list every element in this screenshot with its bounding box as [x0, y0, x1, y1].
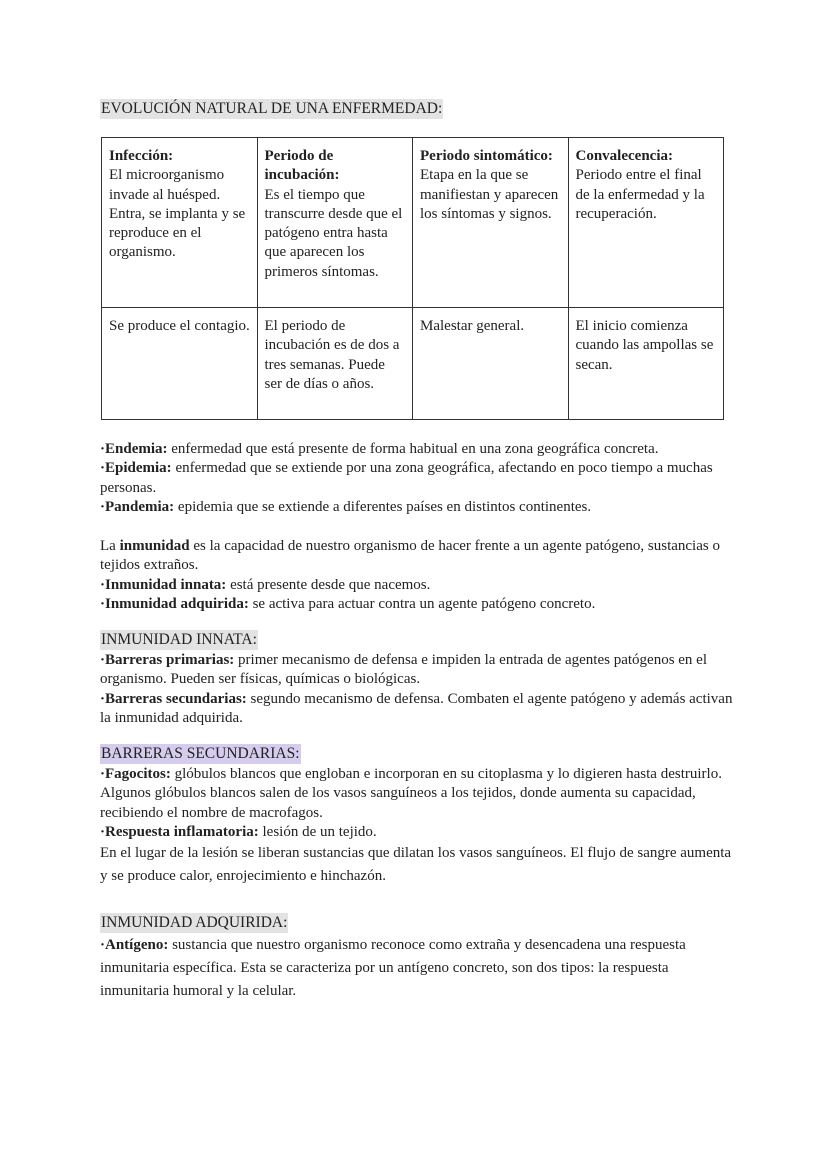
table-cell: [413, 138, 569, 308]
inflammation-paragraph: En el lugar de la lesión se liberan sustancias que dilatan los vasos sanguíneos. El flujo de sangre aumenta y se produce calor, enrojecimiento e hinchazón.: [100, 845, 732, 885]
cell-text: Etapa en la que se manifiestan y aparecen los síntomas y signos.: [420, 167, 559, 222]
cell-text: Es el tiempo que transcurre desde que el patógeno entra hasta que aparecen los primeros síntomas.: [264, 186, 403, 280]
innate-item: [100, 651, 740, 690]
secondary-barriers-heading: BARRERAS SECUNDARIAS:: [101, 745, 300, 762]
definition-item: [100, 459, 740, 498]
innate-item: [100, 690, 740, 729]
immunity-section: [100, 537, 740, 614]
definition-text: enfermedad que está presente de forma habitual en una zona geográfica concreta.: [167, 441, 659, 457]
immunity-intro: [100, 537, 740, 576]
table-row: [102, 308, 724, 420]
innate-text: primer mecanismo de defensa e impiden la entrada de agentes patógenos en el organismo. Pueden ser físicas, químicas o biológicas.: [100, 652, 708, 688]
innate-section: [100, 651, 740, 728]
secondary-term: ·Fagocitos:: [100, 766, 171, 782]
immunity-term: ·Inmunidad innata:: [100, 576, 227, 593]
definition-term: ·Pandemia:: [100, 498, 175, 515]
immunity-item: [100, 576, 740, 595]
innate-heading: INMUNIDAD INNATA:: [101, 631, 257, 648]
definition-term: ·Endemia:: [100, 441, 168, 457]
acquired-text: sustancia que nuestro organismo reconoce como extraña y desencadena una respuesta inmunitaria específica. Esta se caracteriza por un antígeno concreto, son dos tipos: la respuesta inmunitaria humoral y la celular.: [100, 937, 686, 999]
disease-evolution-table: [101, 137, 724, 420]
innate-text: segundo mecanismo de defensa. Combaten el agente patógeno y además activan la inmunidad adquirida.: [100, 690, 733, 726]
intro-text: es la capacidad de nuestro organismo de hacer frente a un agente patógeno, sustancias o tejidos extraños.: [100, 538, 720, 574]
table-cell: Malestar general.: [413, 308, 569, 420]
definition-item: [100, 498, 740, 517]
acquired-section: [100, 934, 740, 1003]
innate-term: ·Barreras primarias:: [100, 652, 235, 668]
definitions-list: [100, 440, 740, 517]
cell-heading: Infección:: [109, 148, 174, 164]
table-cell: El periodo de incubación es de dos a tres semanas. Puede ser de días o años.: [257, 308, 413, 420]
cell-heading: Convalecencia:: [575, 148, 673, 164]
table-cell: [102, 138, 258, 308]
definition-term: ·Epidemia:: [100, 460, 172, 477]
intro-text: La: [100, 538, 120, 554]
cell-text: Periodo entre el final de la enfermedad y la recuperación.: [575, 167, 705, 222]
acquired-item: [100, 934, 740, 1003]
immunity-item: [100, 595, 740, 614]
secondary-text: glóbulos blancos que engloban e incorporan en su citoplasma y lo digieren hasta destruirlo. Algunos glóbulos blancos salen de los vasos sanguíneos a los tejidos, donde aumenta su capacidad, recibiendo el nombre de macrofagos.: [100, 766, 722, 821]
acquired-term: ·Antígeno:: [100, 937, 169, 953]
table-cell: [568, 138, 724, 308]
cell-text: El microorganismo invade al huésped. Entra, se implanta y se reproduce en el organismo.: [109, 167, 246, 261]
secondary-item: [100, 823, 740, 842]
definition-text: epidemia que se extiende a diferentes países en distintos continentes.: [174, 498, 592, 515]
acquired-heading: INMUNIDAD ADQUIRIDA:: [101, 914, 288, 931]
document-title: EVOLUCIÓN NATURAL DE UNA ENFERMEDAD:: [101, 100, 443, 117]
table-row: [102, 138, 724, 308]
secondary-section: [100, 765, 740, 888]
secondary-term: ·Respuesta inflamatoria:: [100, 823, 259, 840]
cell-heading: Periodo sintomático:: [420, 148, 553, 164]
table-cell: El inicio comienza cuando las ampollas se secan.: [568, 308, 724, 420]
definition-item: [100, 440, 740, 459]
immunity-term: ·Inmunidad adquirida:: [100, 595, 249, 612]
table-cell: [257, 138, 413, 308]
table-cell: Se produce el contagio.: [102, 308, 258, 420]
definition-text: enfermedad que se extiende por una zona geográfica, afectando en poco tiempo a muchas personas.: [100, 460, 713, 496]
innate-term: ·Barreras secundarias:: [100, 690, 247, 707]
immunity-text: está presente desde que nacemos.: [226, 576, 431, 593]
cell-heading: Periodo de incubación:: [264, 148, 340, 184]
secondary-text: lesión de un tejido.: [258, 823, 377, 840]
intro-term: inmunidad: [119, 538, 190, 554]
secondary-item: [100, 765, 740, 823]
immunity-text: se activa para actuar contra un agente patógeno concreto.: [248, 595, 596, 612]
